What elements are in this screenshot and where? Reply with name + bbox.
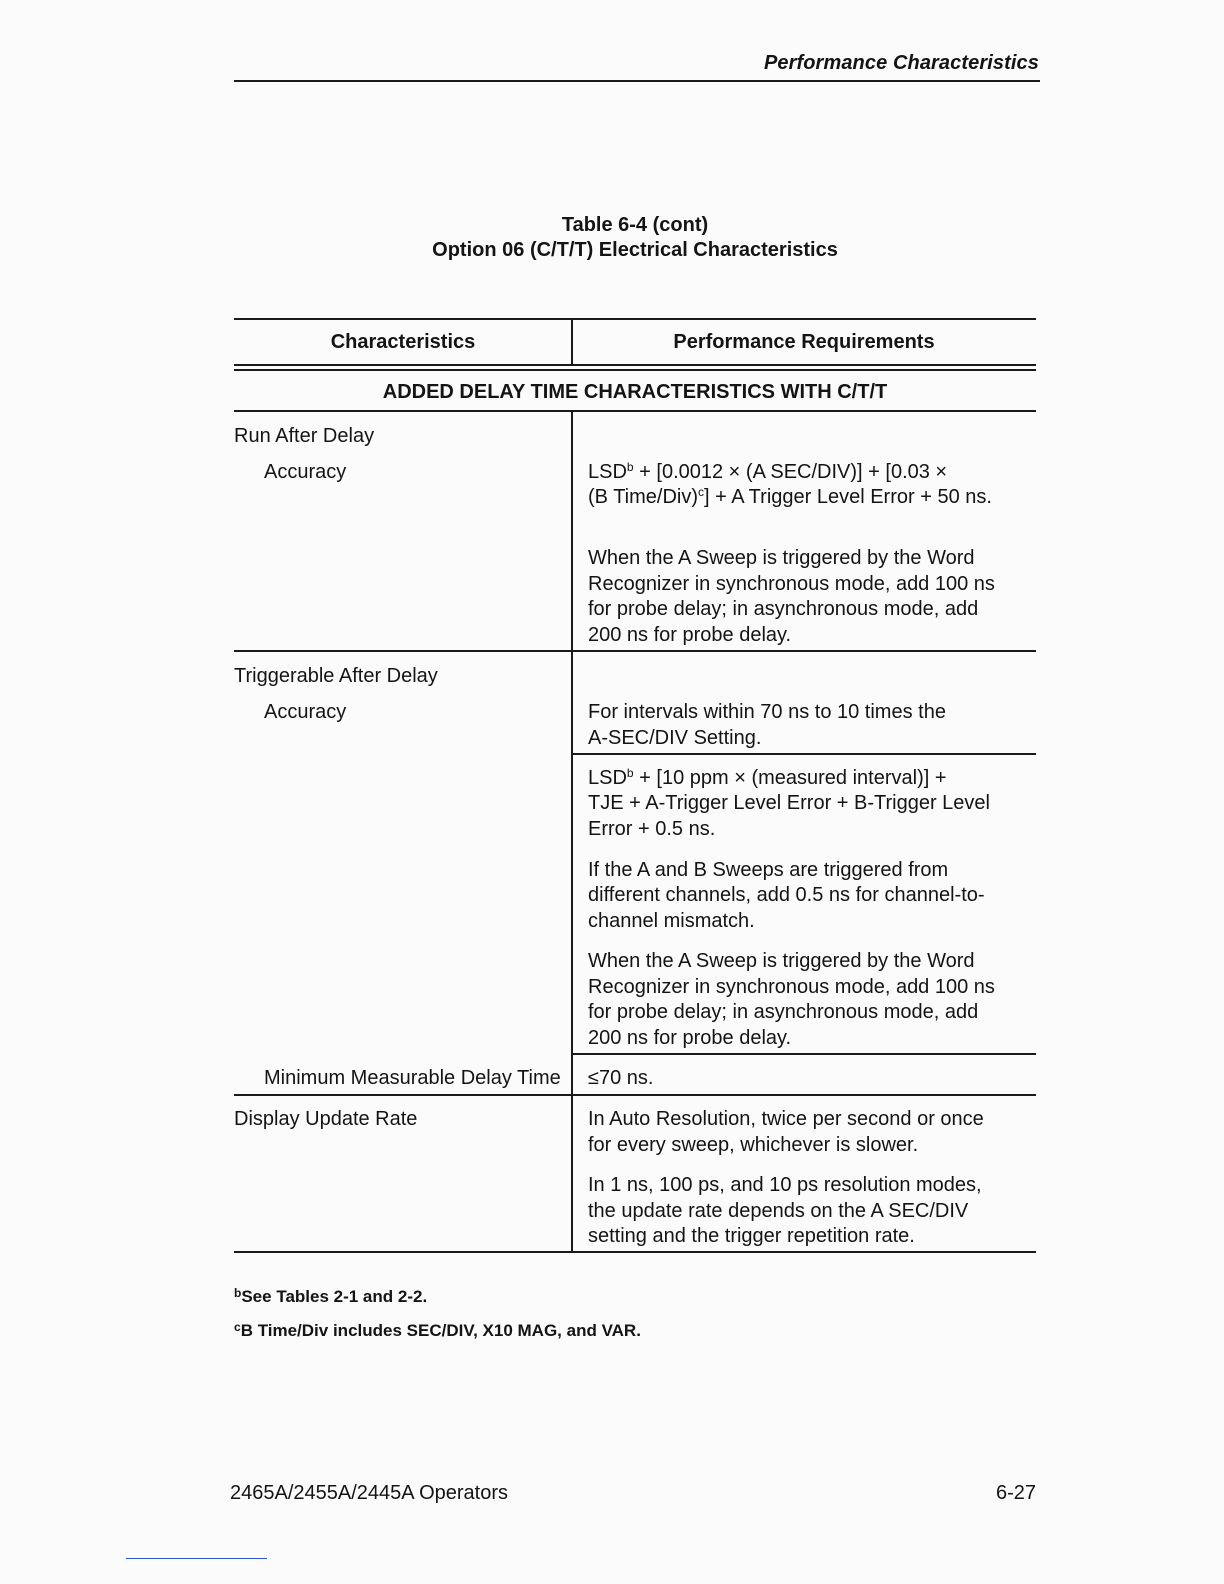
subrow-rule xyxy=(572,753,1036,755)
requirement-text: for probe delay; in asynchronous mode, add xyxy=(588,598,979,620)
column-header-performance: Performance Requirements xyxy=(673,331,935,353)
requirement-text: Error + 0.5 ns. xyxy=(588,818,716,840)
requirement-text: Recognizer in synchronous mode, add 100 ns xyxy=(588,976,995,998)
requirement-text: When the A Sweep is triggered by the Word xyxy=(588,950,975,972)
requirement-text: (B Time/Div)$^c$] + A Trigger Level Error + 50 ns. xyxy=(588,485,992,508)
requirement-text: Recognizer in synchronous mode, add 100 ns xyxy=(588,573,995,595)
section-heading: ADDED DELAY TIME CHARACTERISTICS WITH C/T/T xyxy=(382,381,888,403)
table-title: Option 06 (C/T/T) Electrical Characteristics xyxy=(432,239,838,261)
row-label-triggerable-after-delay: Triggerable After Delay xyxy=(234,665,438,687)
requirement-text: the update rate depends on the A SEC/DIV xyxy=(588,1200,969,1222)
requirement-text: When the A Sweep is triggered by the Word xyxy=(588,547,975,569)
running-header-title: Performance Characteristics xyxy=(763,52,1039,74)
column-divider xyxy=(571,410,573,1253)
requirement-text: for every sweep, whichever is slower. xyxy=(588,1134,919,1156)
row-label-run-after-delay: Run After Delay xyxy=(234,425,375,447)
requirement-text: For intervals within 70 ns to 10 times the xyxy=(588,701,946,723)
requirement-text: $LSD^b + [0.0012 \times (A$ SEC/DIV)] + [0.03 × xyxy=(588,460,948,483)
bottom-blue-line xyxy=(126,1558,267,1559)
requirement-text: different channels, add 0.5 ns for channel-to- xyxy=(588,884,985,906)
row-label-minimum-delay: Minimum Measurable Delay Time xyxy=(264,1067,561,1089)
row-sublabel-accuracy: Accuracy xyxy=(264,701,347,723)
requirement-text: 200 ns for probe delay. xyxy=(588,624,792,646)
requirement-text: for probe delay; in asynchronous mode, add xyxy=(588,1001,979,1023)
header-rule-lower xyxy=(234,369,1036,371)
row-label-display-update-rate: Display Update Rate xyxy=(234,1108,418,1130)
row-sublabel-accuracy: Accuracy xyxy=(264,461,347,483)
row-rule-2 xyxy=(572,1053,1036,1055)
requirement-text: $LSD^b + [10$ ppm × (measured interval)] + xyxy=(588,766,947,789)
footer-manual-title: 2465A/2455A/2445A Operators xyxy=(230,1482,508,1504)
row-rule-1 xyxy=(234,650,1036,652)
requirement-text: channel mismatch. xyxy=(588,910,755,932)
header-rule xyxy=(234,80,1040,82)
requirement-text: TJE + A-Trigger Level Error + B-Trigger Level xyxy=(588,792,990,814)
row-rule-3 xyxy=(234,1094,1036,1096)
requirement-text: In 1 ns, 100 ps, and 10 ps resolution modes, xyxy=(588,1174,982,1196)
requirement-text: setting and the trigger repetition rate. xyxy=(588,1225,915,1247)
requirement-text: In Auto Resolution, twice per second or once xyxy=(588,1108,984,1130)
footer-page-number: 6-27 xyxy=(995,1482,1036,1504)
table-bottom-rule xyxy=(234,1251,1036,1253)
column-header-characteristics: Characteristics xyxy=(330,331,476,353)
requirement-text: 200 ns for probe delay. xyxy=(588,1027,792,1049)
footnote-c: $^c$B Time/Div includes SEC/DIV, X10 MAG, and VAR. xyxy=(234,1320,641,1340)
table-number: Table 6-4 (cont) xyxy=(561,214,709,236)
table-top-rule xyxy=(234,318,1036,320)
requirement-text: If the A and B Sweeps are triggered from xyxy=(588,859,949,881)
section-rule xyxy=(234,410,1036,412)
requirement-text: A-SEC/DIV Setting. xyxy=(588,727,762,749)
requirement-text: ≤70 ns. xyxy=(588,1067,654,1089)
header-rule-upper xyxy=(234,364,1036,366)
footnote-b: $^b$See Tables 2-1 and 2-2. xyxy=(234,1286,428,1306)
